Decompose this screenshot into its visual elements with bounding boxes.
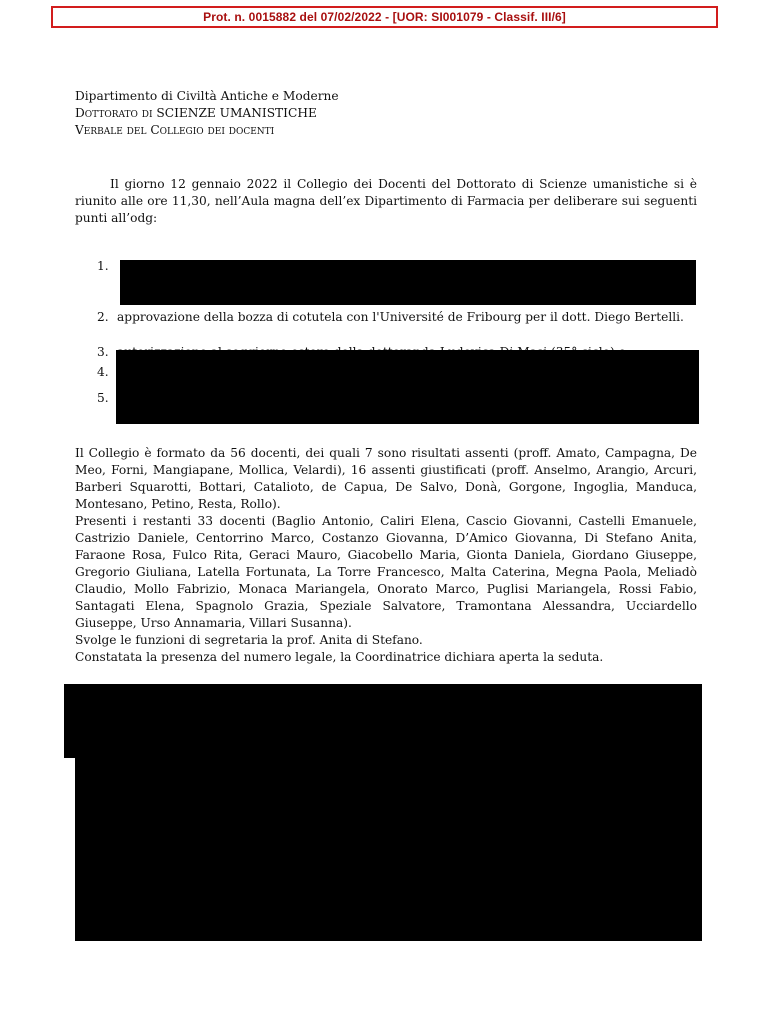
doctorate-prefix: Dottorato di — [75, 106, 153, 120]
protocol-stamp-text: Prot. n. 0015882 del 07/02/2022 - [UOR: SI001079 - Classif. III/6] — [203, 10, 566, 24]
doctorate-name — [75, 105, 695, 122]
agenda-number: 5. — [97, 391, 109, 405]
department-name: Dipartimento di Civiltà Antiche e Moderne — [75, 89, 339, 103]
agenda-number: 3. — [97, 345, 109, 359]
agenda-number: 2. — [97, 310, 109, 324]
redaction-block — [75, 756, 702, 941]
secretary-paragraph: Svolge le funzioni di segretaria la prof. Anita di Stefano. — [75, 633, 423, 647]
agenda-number: 4. — [97, 365, 109, 379]
document-title: Verbale del Collegio dei docenti — [75, 123, 275, 137]
document-header — [75, 88, 695, 139]
protocol-stamp — [51, 6, 718, 28]
redaction-block — [64, 684, 702, 758]
redaction-block — [116, 350, 699, 424]
agenda-text: approvazione della bozza di cotutela con l'Université de Fribourg per il dott. Diego Bertelli. — [117, 310, 684, 324]
quorum-paragraph: Constatata la presenza del numero legale, la Coordinatrice dichiara aperta la seduta. — [75, 650, 604, 664]
doctorate-title: SCIENZE UMANISTICHE — [156, 106, 317, 120]
intro-paragraph: Il giorno 12 gennaio 2022 il Collegio dei Docenti del Dottorato di Scienze umanistiche si è riunito alle ore 11,30, nell’Aula magna dell’ex Dipartimento di Farmacia per deliberare sui seguenti punti all’odg: — [75, 177, 697, 225]
agenda-item-2 — [75, 309, 698, 344]
attendance-section — [75, 445, 697, 666]
redaction-block — [120, 260, 696, 305]
agenda-number: 1. — [97, 259, 109, 273]
present-members-paragraph: Presenti i restanti 33 docenti (Baglio Antonio, Caliri Elena, Cascio Giovanni, Castelli Emanuele, Castrizio Daniele, Centorrino Marco, Costanzo Giovanna, D’Amico Giovanna, Di Stefano Anita, Faraone Rosa, Fulco Rita, Geraci Mauro, Giacobello Maria, Gionta Daniela, Giordano Giuseppe, Gregorio Giuliana, Latella Fortunata, La Torre Francesco, Malta Caterina, Megna Paola, Meliadò Claudio, Mollo Fabrizio, Monaca Mariangela, Onorato Marco, Puglisi Mariangela, Rossi Fabio, Santagati Elena, Spagnolo Grazia, Speziale Salvatore, Tramontana Alessandra, Ucciardello Giuseppe, Urso Annamaria, Villari Susanna). — [75, 514, 697, 630]
attendance-paragraph: Il Collegio è formato da 56 docenti, dei quali 7 sono risultati assenti (proff. Amato, Campagna, De Meo, Forni, Mangiapane, Mollica, Velardi), 16 assenti giustificati (proff. Anselmo, Arangio, Arcuri, Barberi Squarotti, Bottari, Catalioto, de Capua, De Salvo, Donà, Gorgone, Ingoglia, Manduca, Montesano, Petino, Resta, Rollo). — [75, 446, 697, 511]
